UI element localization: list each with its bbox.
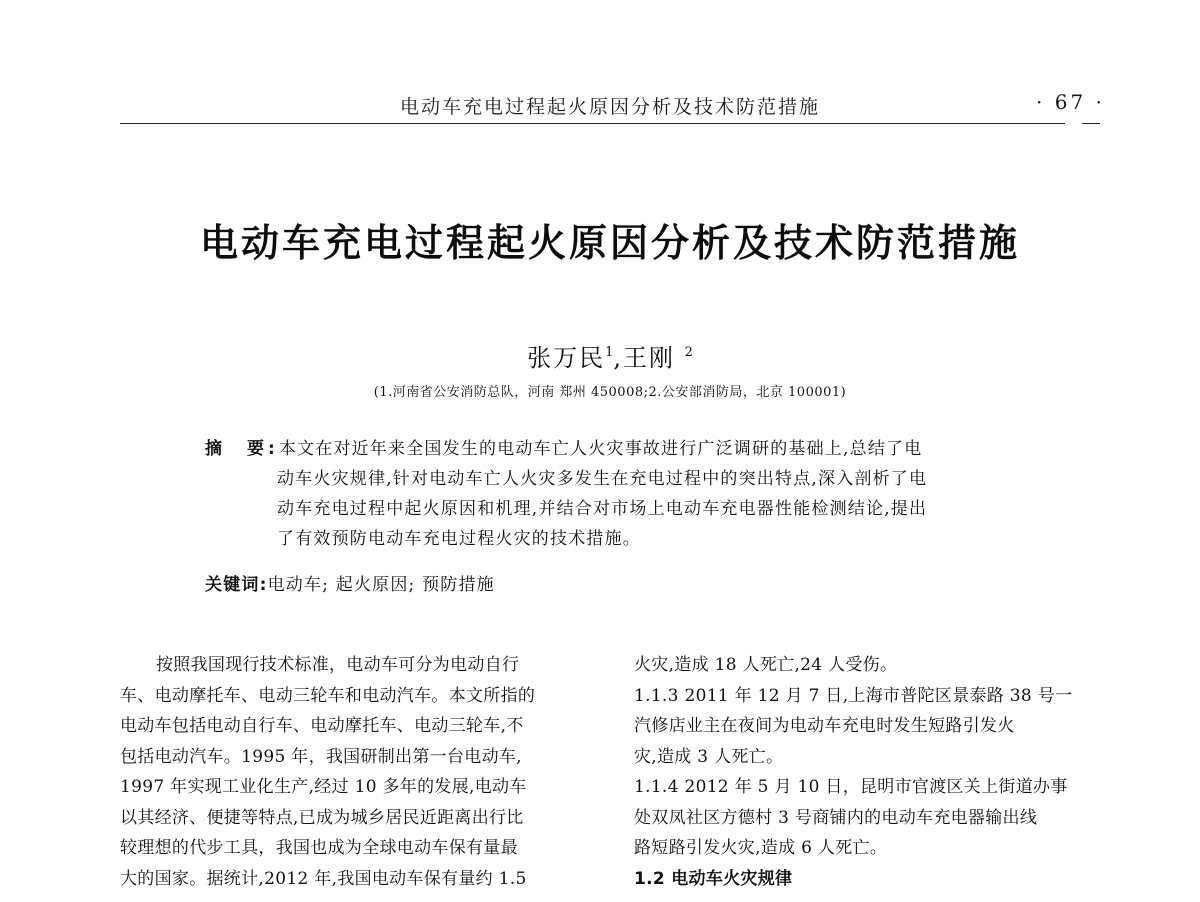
author-separator: , <box>613 344 623 372</box>
author-1-affiliation-mark: 1 <box>605 345 614 360</box>
body-line: 包括电动汽车。1995 年，我国研制出第一台电动车, <box>120 746 522 767</box>
body-line: 以其经济、便捷等特点,已成为城乡居民近距离出行比 <box>120 807 524 828</box>
author-1: 张万民 <box>527 344 606 372</box>
abstract-line: 动车充电过程中起火原因和机理,并结合对市场上电动车充电器性能检测结论,提出 <box>277 499 928 519</box>
page-number: · 67 · <box>1036 90 1105 114</box>
section-heading: 1.2 电动车火灾规律 <box>634 868 793 889</box>
body-line: 电动车包括电动自行车、电动摩托车、电动三轮车,不 <box>120 716 524 736</box>
keywords-label: 关键词: <box>205 575 268 595</box>
author-2: 王刚 <box>623 344 675 372</box>
author-line <box>0 338 1200 373</box>
author-2-affiliation-mark: 2 <box>684 345 693 360</box>
header-rule <box>120 123 1065 124</box>
body-line: 火灾,造成 18 人死亡,24 人受伤。 <box>634 655 898 675</box>
body-line: 路短路引发火灾,造成 6 人死亡。 <box>634 838 888 858</box>
body-line: 较理想的代步工具，我国也成为全球电动车保有量最 <box>120 838 518 858</box>
abstract-line: 了有效预防电动车充电过程火灾的技术措施。 <box>277 529 641 549</box>
keywords-text: 电动车; 起火原因; 预防措施 <box>267 575 495 595</box>
abstract-line <box>205 434 1020 464</box>
abstract-text: 本文在对近年来全国发生的电动车亡人火灾事故进行广泛调研的基础上,总结了电 <box>278 439 923 459</box>
body-column-left <box>120 650 600 894</box>
body-line: 按照我国现行技术标准，电动车可分为电动自行 <box>156 655 520 675</box>
page-number-rule <box>1082 123 1100 124</box>
abstract <box>205 434 1020 554</box>
body-line: 车、电动摩托车、电动三轮车和电动汽车。本文所指的 <box>120 685 536 706</box>
running-header-title: 电动车充电过程起火原因分析及技术防范措施 <box>400 96 821 118</box>
article-title: 电动车充电过程起火原因分析及技术防范措施 <box>199 221 1020 265</box>
body-line: 1.1.3 2011 年 12 月 7 日,上海市普陀区景泰路 38 号一 <box>634 685 1073 706</box>
keywords <box>205 570 495 595</box>
author-affiliation: (1.河南省公安消防总队，河南 郑州 450008;2.公安部消防局，北京 100001) <box>373 385 847 400</box>
abstract-line: 动车火灾规律,针对电动车亡人火灾多发生在充电过程中的突出特点,深入剖析了电 <box>277 469 928 489</box>
body-line: 1.1.4 2012 年 5 月 10 日，昆明市官渡区关上街道办事 <box>634 777 1068 797</box>
body-line: 1997 年实现工业化生产,经过 10 多年的发展,电动车 <box>120 777 527 797</box>
body-line: 处双凤社区方德村 3 号商铺内的电动车充电器输出线 <box>634 807 1038 828</box>
abstract-label: 摘 要: <box>205 439 279 459</box>
body-column-right <box>634 650 1104 894</box>
body-line: 大的国家。据统计,2012 年,我国电动车保有量约 1.5 <box>120 868 527 889</box>
body-line: 灾,造成 3 人死亡。 <box>634 746 784 767</box>
body-line: 汽修店业主在夜间为电动车充电时发生短路引发火 <box>634 716 1015 736</box>
